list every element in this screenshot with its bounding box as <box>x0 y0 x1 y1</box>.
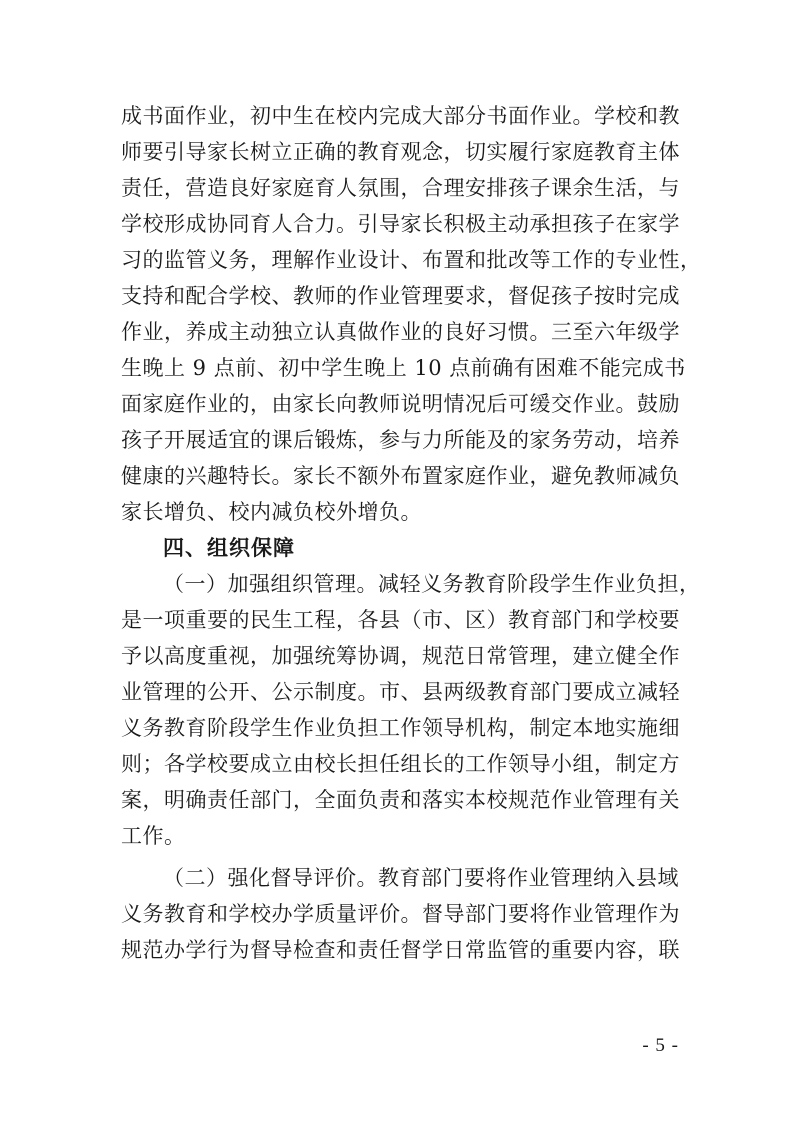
subsection-first-line: （一）加强组织管理。减轻义务教育阶段学生作业负担， <box>163 572 701 596</box>
body-line: 予以高度重视，加强统筹协调，规范日常管理，建立健全作 <box>121 644 680 668</box>
body-line: 面家庭作业的，由家长向教师说明情况后可缓交作业。鼓励 <box>121 392 680 416</box>
body-line: 生晚上 9 点前、初中学生晚上 10 点前确有困难不能完成书 <box>121 356 686 380</box>
body-line: 支持和配合学校、教师的作业管理要求，督促孩子按时完成 <box>121 284 680 308</box>
body-line: 成书面作业，初中生在校内完成大部分书面作业。学校和教 <box>121 104 680 128</box>
body-line: 案，明确责任部门，全面负责和落实本校规范作业管理有关 <box>121 788 680 812</box>
body-line: 健康的兴趣特长。家长不额外布置家庭作业，避免教师减负 <box>121 464 680 488</box>
body-line: 孩子开展适宜的课后锻炼，参与力所能及的家务劳动，培养 <box>121 428 680 452</box>
body-line: 师要引导家长树立正确的教育观念，切实履行家庭教育主体 <box>121 140 680 164</box>
body-line: 义务教育和学校办学质量评价。督导部门要将作业管理作为 <box>121 902 680 926</box>
body-line: 习的监管义务，理解作业设计、布置和批改等工作的专业性， <box>121 248 702 272</box>
body-line: 义务教育阶段学生作业负担工作领导机构，制定本地实施细 <box>121 716 680 740</box>
section-heading: 四、组织保障 <box>163 536 295 560</box>
page-number: - 5 - <box>642 1035 679 1056</box>
body-line: 家长增负、校内减负校外增负。 <box>121 500 422 524</box>
subsection-first-line: （二）强化督导评价。教育部门要将作业管理纳入县域 <box>163 866 679 890</box>
body-line: 是一项重要的民生工程，各县（市、区）教育部门和学校要 <box>121 608 680 632</box>
body-line: 规范办学行为督导检查和责任督学日常监管的重要内容，联 <box>121 938 680 962</box>
body-line: 工作。 <box>121 824 186 848</box>
body-line: 则；各学校要成立由校长担任组长的工作领导小组，制定方 <box>121 752 680 776</box>
body-line: 业管理的公开、公示制度。市、县两级教育部门要成立减轻 <box>121 680 680 704</box>
body-line: 学校形成协同育人合力。引导家长积极主动承担孩子在家学 <box>121 212 680 236</box>
body-line: 作业，养成主动独立认真做作业的良好习惯。三至六年级学 <box>121 320 680 344</box>
body-line: 责任，营造良好家庭育人氛围，合理安排孩子课余生活，与 <box>121 176 680 200</box>
